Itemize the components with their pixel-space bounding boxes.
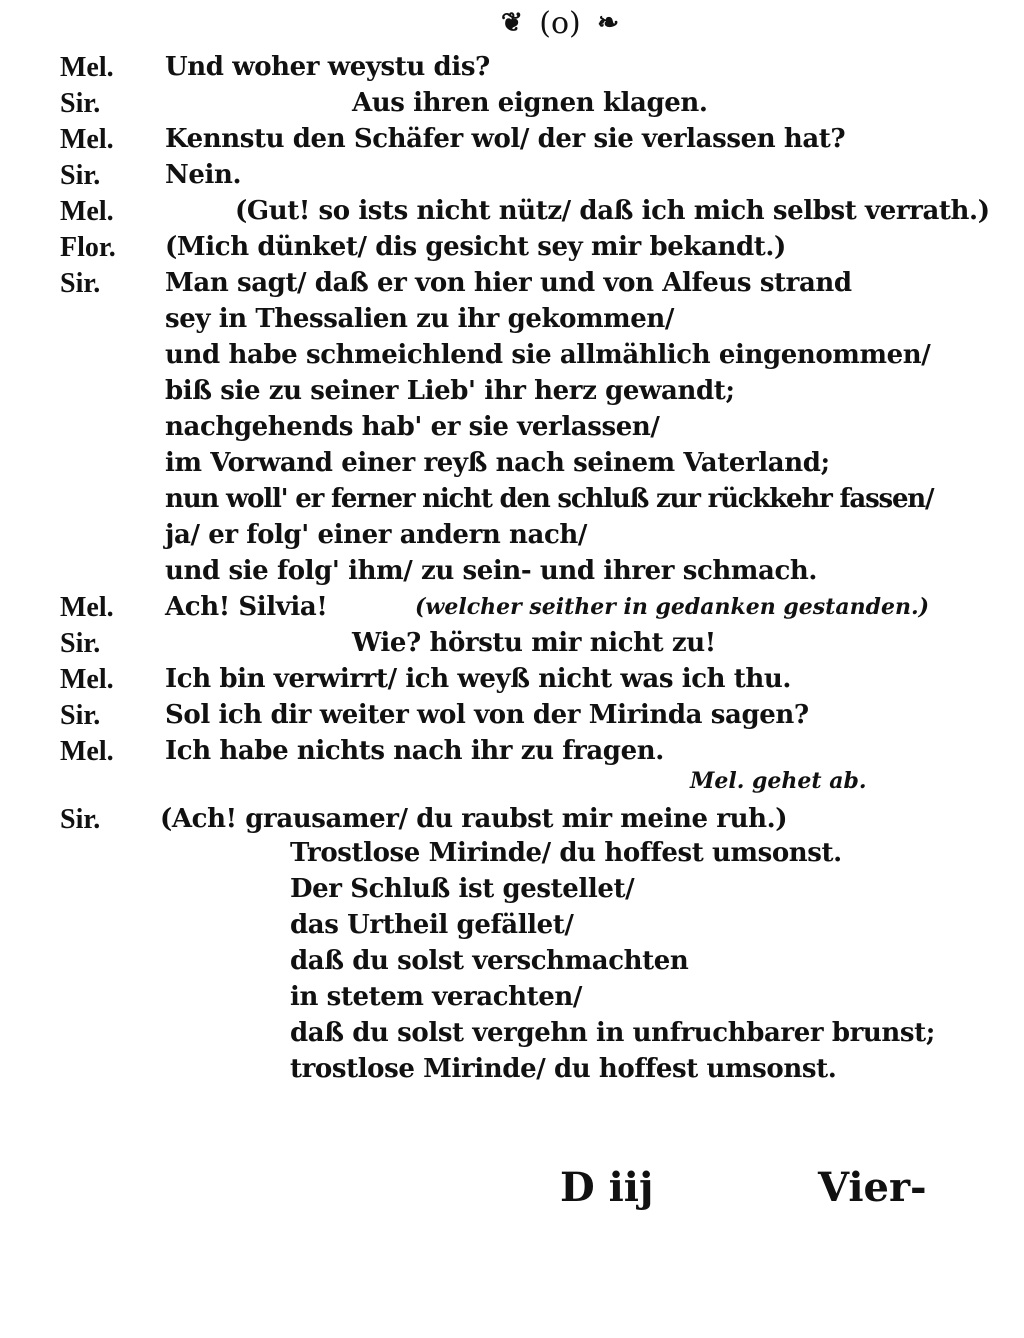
dialogue-line [0,946,1024,982]
line-text: Trostlose Mirinde/ du hoffest umsonst. [290,838,842,868]
line-text: (Mich dünket/ dis gesicht sey mir bekandt.) [165,232,786,262]
line-text: das Urtheil gefället/ [290,910,574,940]
dialogue-line [0,88,1024,124]
speaker-label: Sir. [60,160,101,191]
speaker-label: Mel. [60,736,114,767]
line-text: Ach! Silvia! [165,592,328,622]
dialogue-line [0,982,1024,1018]
dialogue-line [0,196,1024,232]
dialogue-line [0,484,1024,520]
dialogue-line [0,910,1024,946]
ornament-left-icon: ❦ [501,8,523,38]
line-text: trostlose Mirinde/ du hoffest umsonst. [290,1054,837,1084]
page-header [470,4,650,44]
dialogue-line [0,664,1024,700]
speaker-label: Flor. [60,232,116,263]
dialogue-line [0,412,1024,448]
dialogue-line [0,448,1024,484]
speaker-label: Sir. [60,268,101,299]
line-text: Man sagt/ daß er von hier und von Alfeus strand [165,268,852,298]
dialogue-line [0,838,1024,874]
line-text: Nein. [165,160,242,190]
dialogue-line [0,268,1024,304]
dialogue-line [0,804,1024,840]
line-text: daß du solst verschmachten [290,946,689,976]
stage-direction: (welcher seither in gedanken gestanden.) [415,594,930,620]
speaker-label: Mel. [60,196,114,227]
line-text: sey in Thessalien zu ihr gekommen/ [165,304,675,334]
line-text: nun woll' er ferner nicht den schluß zur rückkehr fassen/ [165,484,934,514]
line-text: Sol ich dir weiter wol von der Mirinda sagen? [165,700,809,730]
line-text: (Ach! grausamer/ du raubst mir meine ruh.) [160,804,788,834]
speaker-label: Sir. [60,628,101,659]
dialogue-line [0,766,1024,802]
line-text: in stetem verachten/ [290,982,583,1012]
dialogue-line [0,304,1024,340]
dialogue-line [0,520,1024,556]
speaker-label: Mel. [60,592,114,623]
line-text: Der Schluß ist gestellet/ [290,874,635,904]
dialogue-line [0,340,1024,376]
ornament-right-icon: ❧ [597,8,619,38]
dialogue-line [0,1054,1024,1090]
catchword: Vier- [818,1164,927,1211]
line-text: Kennstu den Schäfer wol/ der sie verlassen hat? [165,124,846,154]
line-text: daß du solst vergehn in unfruchbarer brunst; [290,1018,935,1048]
line-text: ja/ er folg' einer andern nach/ [165,520,588,550]
line-text: (Gut! so ists nicht nütz/ daß ich mich selbst verrath.) [235,196,990,226]
speaker-label: Mel. [60,664,114,695]
dialogue-line [0,52,1024,88]
dialogue-line [0,1018,1024,1054]
stage-direction: Mel. gehet ab. [690,768,867,794]
speaker-label: Sir. [60,804,101,835]
line-text: im Vorwand einer reyß nach seinem Vaterland; [165,448,830,478]
line-text: und sie folg' ihm/ zu sein- und ihrer schmach. [165,556,818,586]
signature-mark: D iij [560,1164,654,1211]
line-text: nachgehends hab' er sie verlassen/ [165,412,660,442]
line-text: und habe schmeichlend sie allmählich eingenommen/ [165,340,931,370]
dialogue-line [0,628,1024,664]
dialogue-line [0,700,1024,736]
dialogue-line [0,874,1024,910]
line-text: Ich bin verwirrt/ ich weyß nicht was ich thu. [165,664,792,694]
line-text: Ich habe nichts nach ihr zu fragen. [165,736,664,766]
dialogue-line [0,556,1024,592]
dialogue-line [0,124,1024,160]
speaker-label: Mel. [60,124,114,155]
speaker-label: Mel. [60,52,114,83]
dialogue-line [0,232,1024,268]
dialogue-line [0,376,1024,412]
speaker-label: Sir. [60,88,101,119]
line-text: biß sie zu seiner Lieb' ihr herz gewandt; [165,376,735,406]
line-text: Aus ihren eignen klagen. [352,88,708,118]
speaker-label: Sir. [60,700,101,731]
line-text: Wie? hörstu mir nicht zu! [352,628,716,658]
line-text: Und woher weystu dis? [165,52,490,82]
page-number: (o) [539,5,581,41]
dialogue-line [0,592,1024,628]
dialogue-line [0,160,1024,196]
